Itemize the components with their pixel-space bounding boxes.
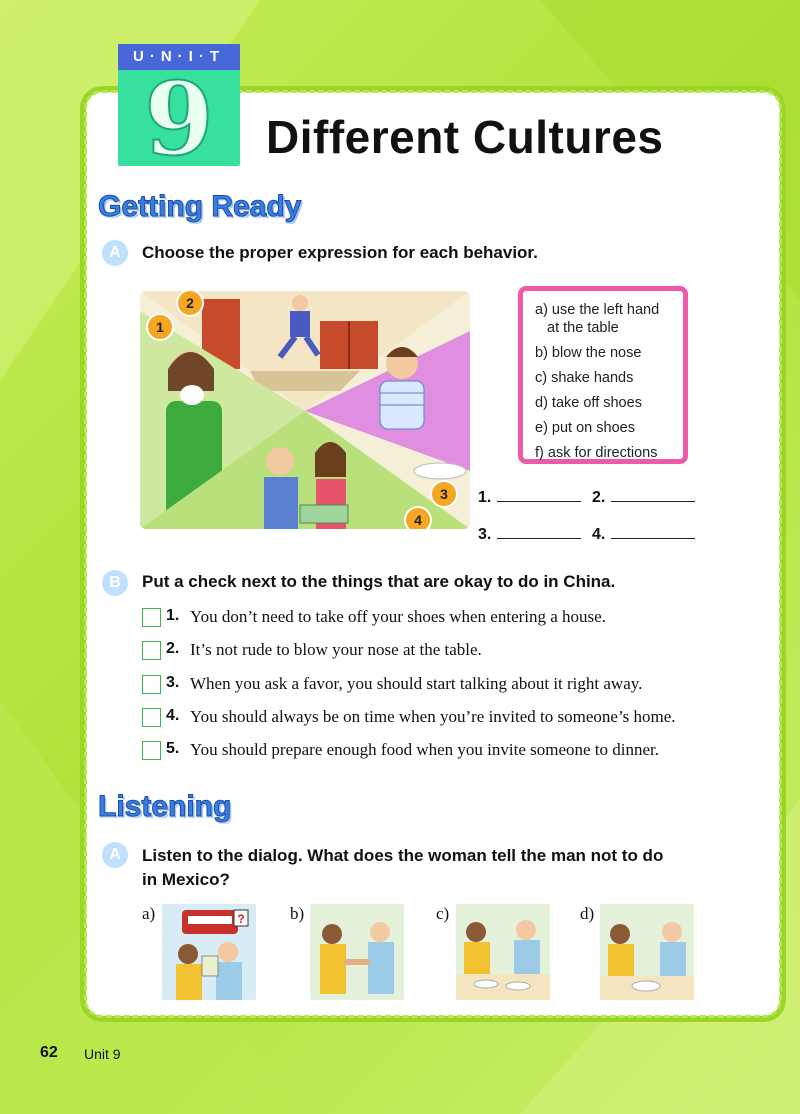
scene-marker-3: 3 [432,482,456,506]
answer-4-label: 4. [592,526,606,543]
answer-2-label: 2. [592,489,606,506]
answer-4[interactable] [592,524,695,544]
option-a-image[interactable] [162,904,256,1000]
check-item-1-num: 1. [166,607,180,624]
option-d-label: d) [580,904,595,923]
answer-1-label: 1. [478,489,492,506]
answer-3-blank[interactable] [497,524,581,539]
part-b-instruction: Put a check next to the things that are okay to do in China. [142,572,616,591]
scene-marker-1: 1 [148,315,172,339]
expression-b: b) blow the nose [535,345,642,361]
listening-instruction-line1: Listen to the dialog. What does the woman tell the man not to do [142,846,664,865]
option-c-scene [456,904,550,1000]
section-heading-getting-ready: Getting Ready [98,190,302,223]
option-b-label: b) [290,904,305,923]
check-item-2-text: It’s not rude to blow your nose at the table. [190,640,482,659]
expression-f: f) ask for directions [535,445,658,461]
option-a-label: a) [142,904,156,923]
unit-number: 9 [144,60,214,178]
option-d-scene [600,904,694,1000]
expression-a: a) use the left hand [535,302,660,318]
check-item-1-text: You don’t need to take off your shoes when entering a house. [190,607,606,626]
check-item-5-num: 5. [166,740,180,757]
unit-tab [118,44,240,178]
part-a-instruction: Choose the proper expression for each behavior. [142,243,538,262]
checkbox-5[interactable] [142,741,161,760]
answer-3-label: 3. [478,526,492,543]
option-d-image[interactable] [600,904,694,1000]
page-number: 62 [40,1044,58,1061]
option-b-image[interactable] [310,904,404,1000]
answer-1-blank[interactable] [497,487,581,502]
expression-a-cont: at the table [547,320,619,336]
expression-c: c) shake hands [535,370,634,386]
part-b-badge: B [102,570,128,596]
answer-1[interactable] [478,487,581,507]
option-b-scene [310,904,404,1000]
answer-2[interactable] [592,487,695,507]
option-c-image[interactable] [456,904,550,1000]
section-heading-listening: Listening [98,790,232,823]
listening-part-a-badge: A [102,842,128,868]
scene-marker-2: 2 [178,291,202,315]
svg-text:?: ? [237,912,245,926]
option-c-label: c) [436,904,450,923]
check-item-4-num: 4. [166,707,180,724]
expression-e: e) put on shoes [535,420,635,436]
illustration-scene [140,291,470,529]
checkbox-2[interactable] [142,641,161,660]
check-item-4-text: You should always be on time when you’re invited to someone’s home. [190,707,676,726]
listening-instruction-line2: in Mexico? [142,870,230,889]
part-a-badge: A [102,240,128,266]
check-item-2-num: 2. [166,640,180,657]
checkbox-1[interactable] [142,608,161,627]
answer-4-blank[interactable] [611,524,695,539]
unit-label: U·N·I·T [118,44,240,70]
answer-2-blank[interactable] [611,487,695,502]
option-a-scene [162,904,256,1000]
checkbox-3[interactable] [142,675,161,694]
footer-unit-label: Unit 9 [84,1046,121,1062]
expression-d: d) take off shoes [535,395,642,411]
check-item-5-text: You should prepare enough food when you invite someone to dinner. [190,740,660,759]
check-item-3-text: When you ask a favor, you should start talking about it right away. [190,674,643,693]
behavior-illustration [140,291,470,529]
expression-list [518,286,688,464]
answer-3[interactable] [478,524,581,544]
scene-marker-4: 4 [406,508,430,529]
checkbox-4[interactable] [142,708,161,727]
check-item-3-num: 3. [166,674,180,691]
page-title: Different Cultures [266,111,664,163]
